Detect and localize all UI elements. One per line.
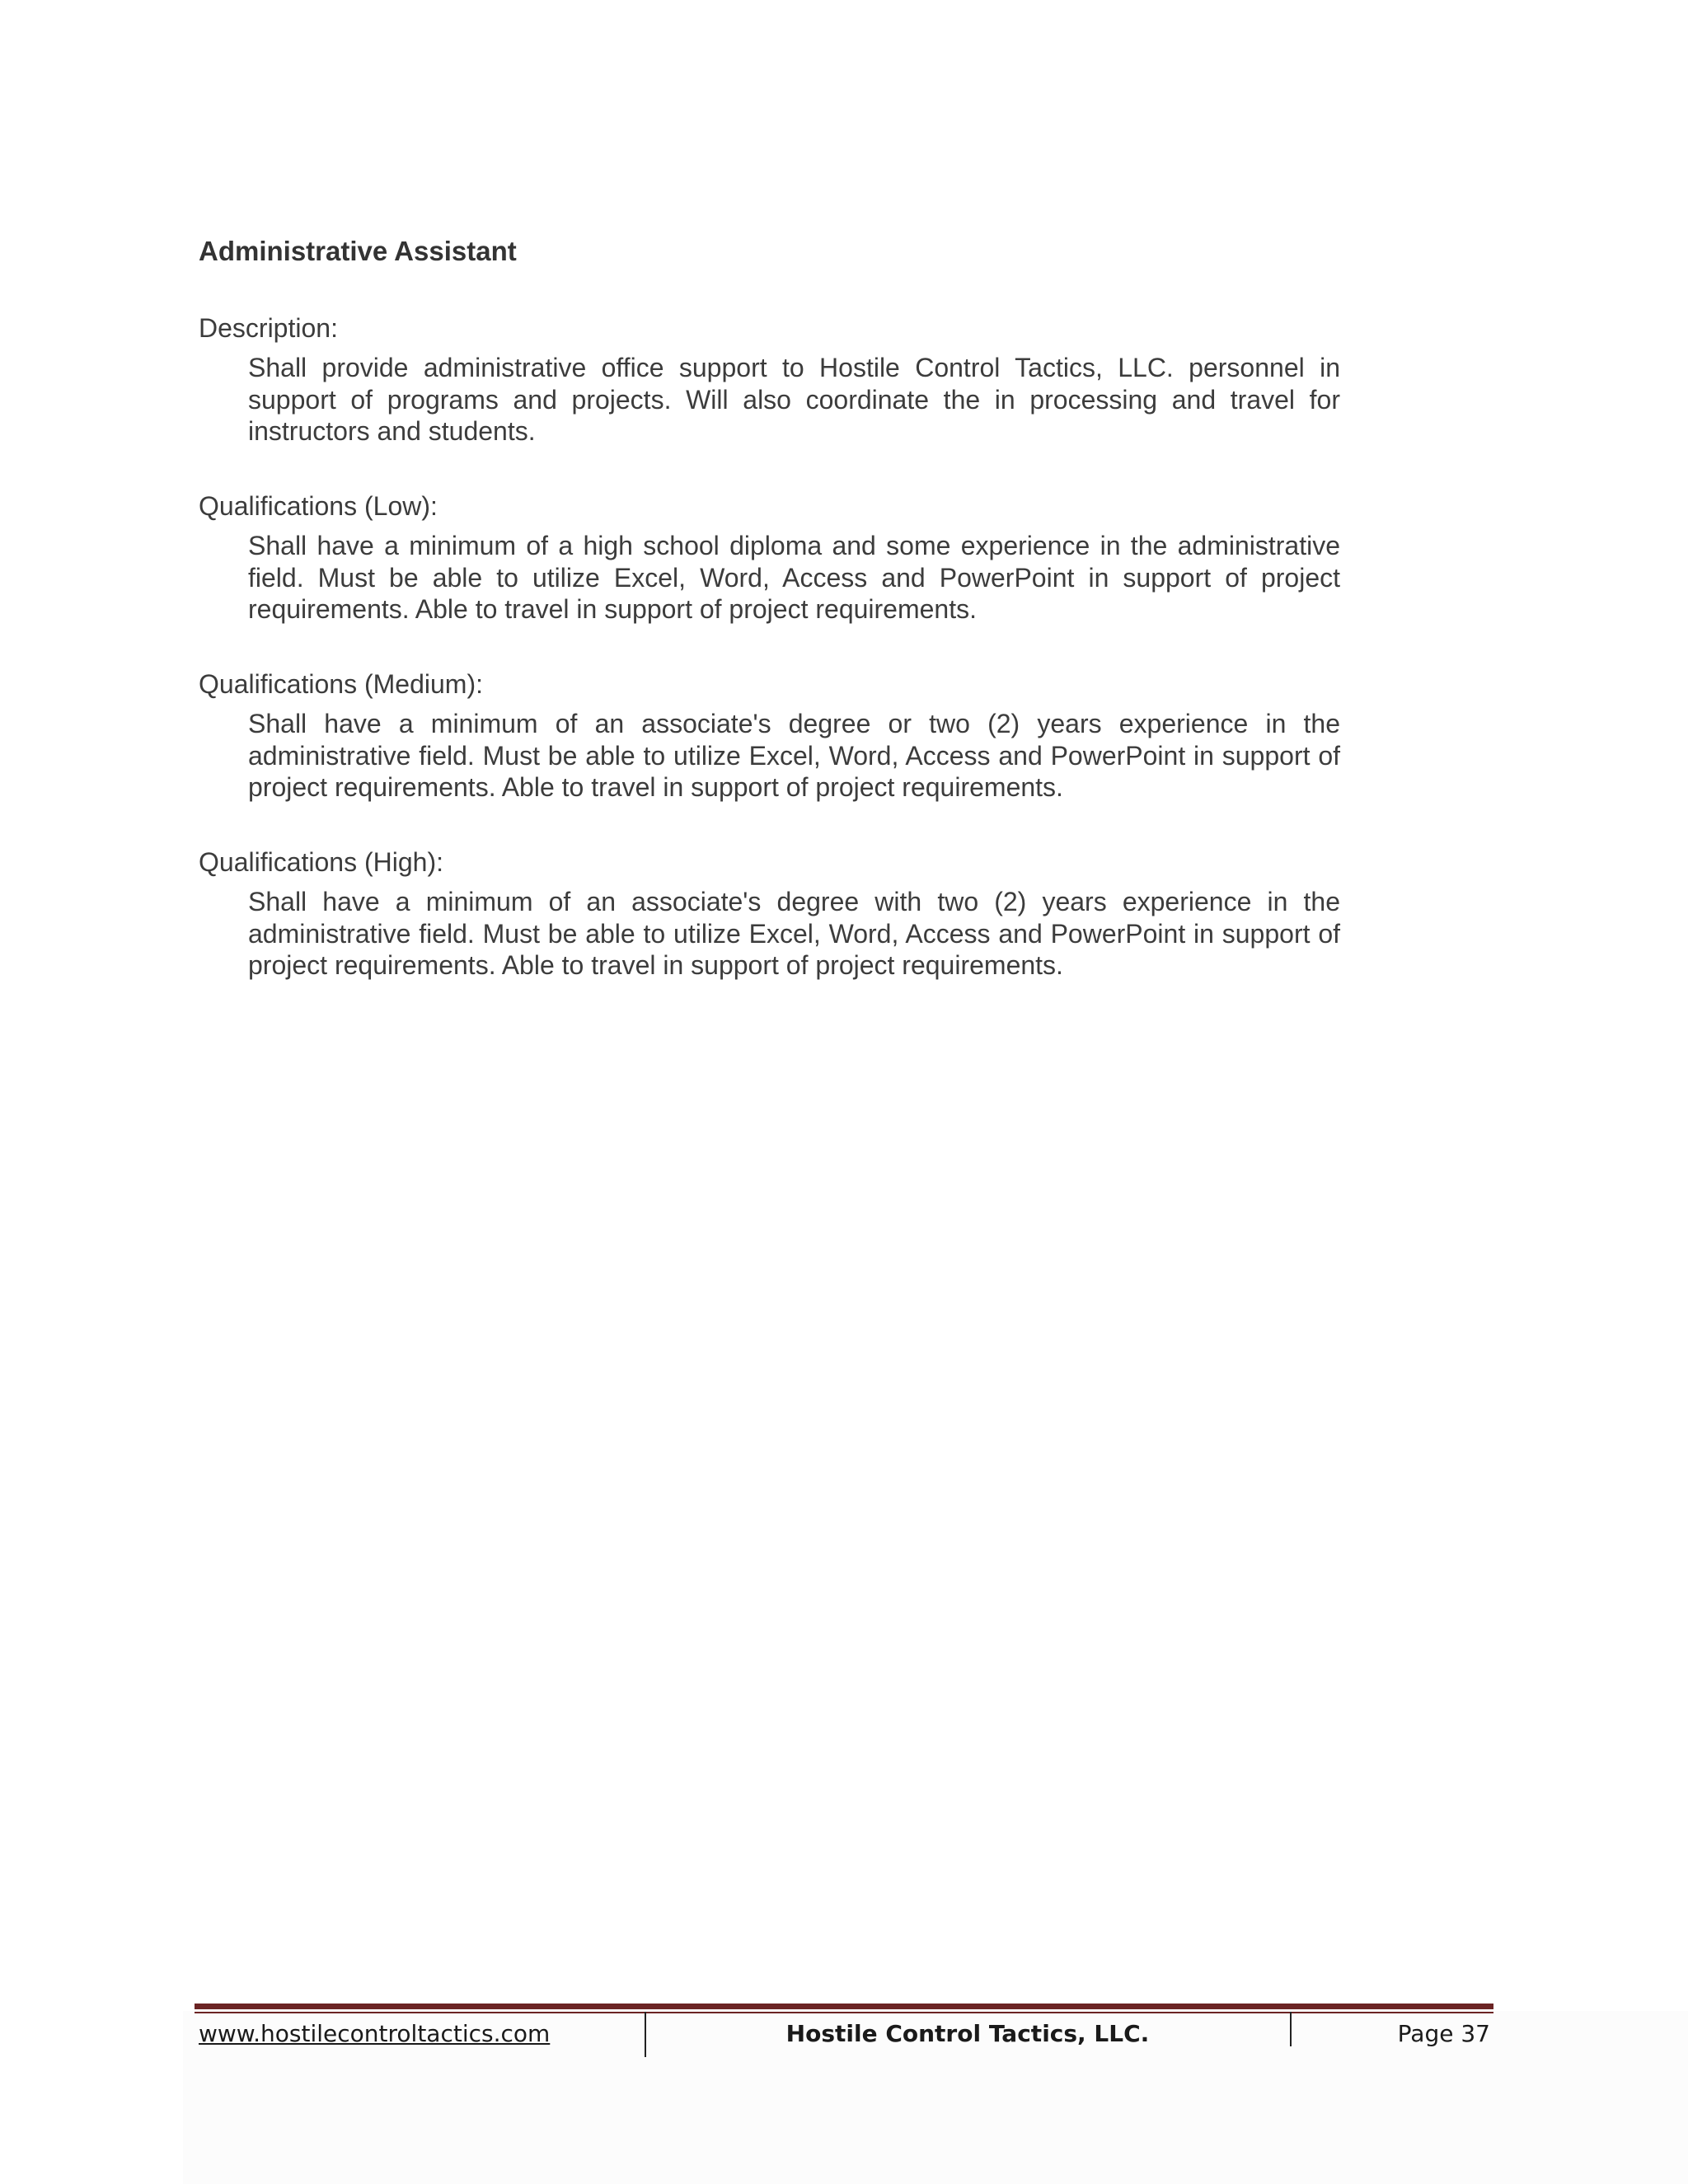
qualifications-medium-label: Qualifications (Medium): <box>199 669 483 699</box>
description-text: Shall provide administrative office support to Hostile Control Tactics, LLC. personnel in support of programs and projects. Will also coordinate the in processing and travel for instructors and students. <box>248 353 1340 446</box>
footer-divider-right <box>1290 2012 1292 2046</box>
page-title: Administrative Assistant <box>199 236 517 266</box>
qualifications-high-text: Shall have a minimum of an associate's degree with two (2) years experience in the administrative field. Must be able to utilize Excel, Word, Access and PowerPoint in support of project requirements. Able to travel in support of project requirements. <box>248 887 1340 980</box>
qualifications-medium-text: Shall have a minimum of an associate's degree or two (2) years experience in the administrative field. Must be able to utilize Excel, Word, Access and PowerPoint in support of project requirements. Able to travel in support of project requirements. <box>248 709 1340 802</box>
qualifications-low-label: Qualifications (Low): <box>199 491 438 521</box>
footer-page-number: Page 37 <box>1397 2020 1490 2047</box>
footer-rule-thick <box>195 2004 1493 2009</box>
qualifications-high-label: Qualifications (High): <box>199 847 443 877</box>
description-label: Description: <box>199 313 338 343</box>
footer-rule-thin <box>195 2012 1493 2013</box>
footer-company-name: Hostile Control Tactics, LLC. <box>785 2020 1150 2047</box>
qualifications-low-text: Shall have a minimum of a high school diploma and some experience in the administrative field. Must be able to utilize Excel, Word, Access and PowerPoint in support of project requirements. Able to travel in support of project requirements. <box>248 531 1340 624</box>
footer-website-link[interactable]: www.hostilecontroltactics.com <box>199 2020 551 2047</box>
